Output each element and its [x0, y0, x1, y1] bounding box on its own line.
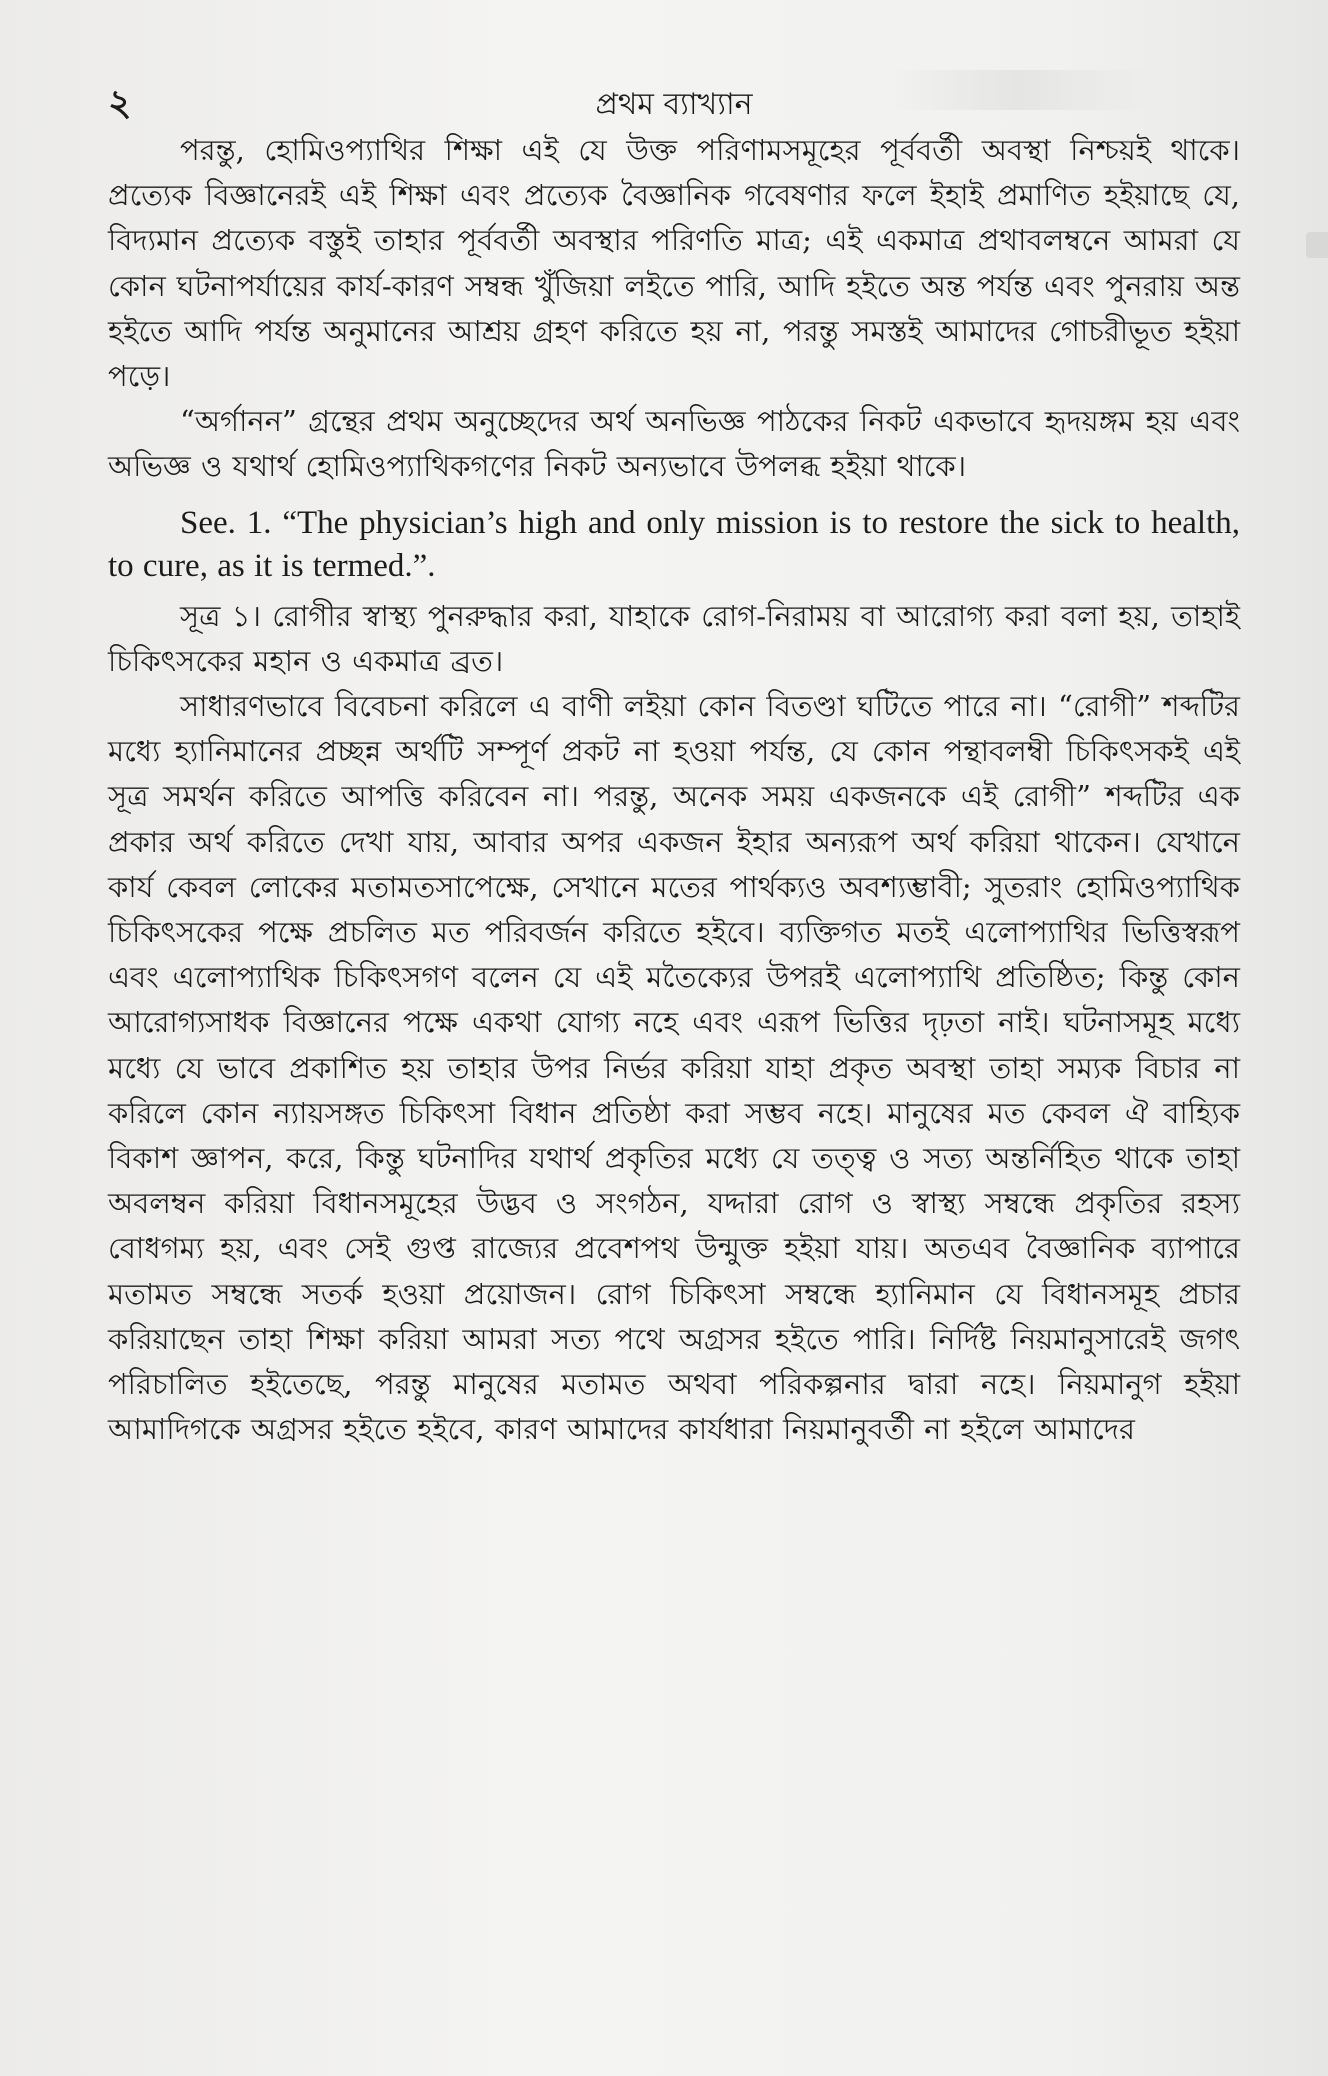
english-quote: See. 1. “The physician’s high and only mission is to restore the sick to health, to cure, as it is termed.”. [108, 504, 1240, 584]
body-text [108, 128, 1240, 1452]
paragraph-5: সাধারণভাবে বিবেচনা করিলে এ বাণী লইয়া কোন বিতণ্ডা ঘটিতে পারে না। “রোগী” শব্দটির মধ্যে হ্যানিমানের প্রচ্ছন্ন অর্থটি সম্পূর্ণ প্রকট না হওয়া পর্যন্ত, যে কোন পন্থাবলম্বী চিকিৎসকই এই সূত্র সমর্থন করিতে আপত্তি করিবেন না। পরন্তু, অনেক সময় একজনকে এই রোগী” শব্দটির এক প্রকার অর্থ করিতে দেখা যায়, আবার অপর একজন ইহার অন্যরূপ অর্থ করিয়া থাকেন। যেখানে কার্য কেবল লোকের মতামতসাপেক্ষে, সেখানে মতের পার্থক্যও অবশ্যম্ভাবী; সুতরাং হোমিওপ্যাথিক চিকিৎসকের পক্ষে প্রচলিত মত পরিবর্জন করিতে হইবে। ব্যক্তিগত মতই এলোপ্যাথির ভিত্তিস্বরূপ এবং এলোপ্যাথিক চিকিৎসগণ বলেন যে এই মতৈক্যের উপরই এলোপ্যাথি প্রতিষ্ঠিত; কিন্তু কোন আরোগ্যসাধক বিজ্ঞানের পক্ষে একথা যোগ্য নহে এবং এরূপ ভিত্তির দৃঢ়তা নাই। ঘটনাসমূহ মধ্যে মধ্যে যে ভাবে প্রকাশিত হয় তাহার উপর নির্ভর করিয়া যাহা প্রকৃত অবস্থা তাহা সম্যক বিচার না করিলে কোন ন্যায়সঙ্গত চিকিৎসা বিধান প্রতিষ্ঠা করা সম্ভব নহে। মানুষের মত কেবল ঐ বাহ্যিক বিকাশ জ্ঞাপন, করে, কিন্তু ঘটনাদির যথার্থ প্রকৃতির মধ্যে যে তত্ত্ব ও সত্য অন্তর্নিহিত থাকে তাহা অবলম্বন করিয়া বিধানসমূহের উদ্ভব ও সংগঠন, যদ্দারা রোগ ও স্বাস্থ্য সম্বন্ধে প্রকৃতির রহস্য বোধগম্য হয়, এবং সেই গুপ্ত রাজ্যের প্রবেশপথ উন্মুক্ত হইয়া যায়। অতএব বৈজ্ঞানিক ব্যাপারে মতামত সম্বন্ধে সতর্ক হওয়া প্রয়োজন। রোগ চিকিৎসা সম্বন্ধে হ্যানিমান যে বিধানসমূহ প্রচার করিয়াছেন তাহা শিক্ষা করিয়া আমরা সত্য পথে অগ্রসর হইতে পারি। নির্দিষ্ট নিয়মানুসারেই জগৎ পরিচালিত হইতেছে, পরন্তু মানুষের মতামত অথবা পরিকল্পনার দ্বারা নহে। নিয়মানুগ হইয়া আমাদিগকে অগ্রসর হইতে হইবে, কারণ আমাদের কার্যধারা নিয়মানুবর্তী না হইলে আমাদের [108, 689, 1240, 1447]
page-edge-mark [1306, 232, 1328, 258]
chapter-title: প্রথম ব্যাখ্যান [595, 87, 753, 122]
paragraph-1: পরন্তু, হোমিওপ্যাথির শিক্ষা এই যে উক্ত পরিণামসমূহের পূর্ববর্তী অবস্থা নিশ্চয়ই থাকে। প্রত্যেক বিজ্ঞানেরই এই শিক্ষা এবং প্রত্যেক বৈজ্ঞানিক গবেষণার ফলে ইহাই প্রমাণিত হইয়াছে যে, বিদ্যমান প্রত্যেক বস্তুই তাহার পূর্ববর্তী অবস্থার পরিণতি মাত্র; এই একমাত্র প্রথাবলম্বনে আমরা যে কোন ঘটনাপর্যায়ের কার্য-কারণ সম্বন্ধ খুঁজিয়া লইতে পারি, আদি হইতে অন্ত পর্যন্ত এবং পুনরায় অন্ত হইতে আদি পর্যন্ত অনুমানের আশ্রয় গ্রহণ করিতে হয় না, পরন্তু সমস্তই আমাদের গোচরীভূত হইয়া পড়ে। [108, 133, 1240, 394]
page-number: ২ [108, 82, 132, 124]
running-header [108, 76, 1240, 132]
paragraph-sutra-1: সূত্র ১। রোগীর স্বাস্থ্য পুনরুদ্ধার করা, যাহাকে রোগ-নিরাময় বা আরোগ্য করা বলা হয়, তাহাই চিকিৎসকের মহান ও একমাত্র ব্রত। [108, 598, 1240, 678]
paragraph-2: “অর্গানন” গ্রন্থের প্রথম অনুচ্ছেদের অর্থ অনভিজ্ঞ পাঠকের নিকট একভাবে হৃদয়ঙ্গম হয় এবং অভিজ্ঞ ও যথার্থ হোমিওপ্যাথিকগণের নিকট অন্যভাবে উপলব্ধ হইয়া থাকে। [108, 404, 1240, 484]
